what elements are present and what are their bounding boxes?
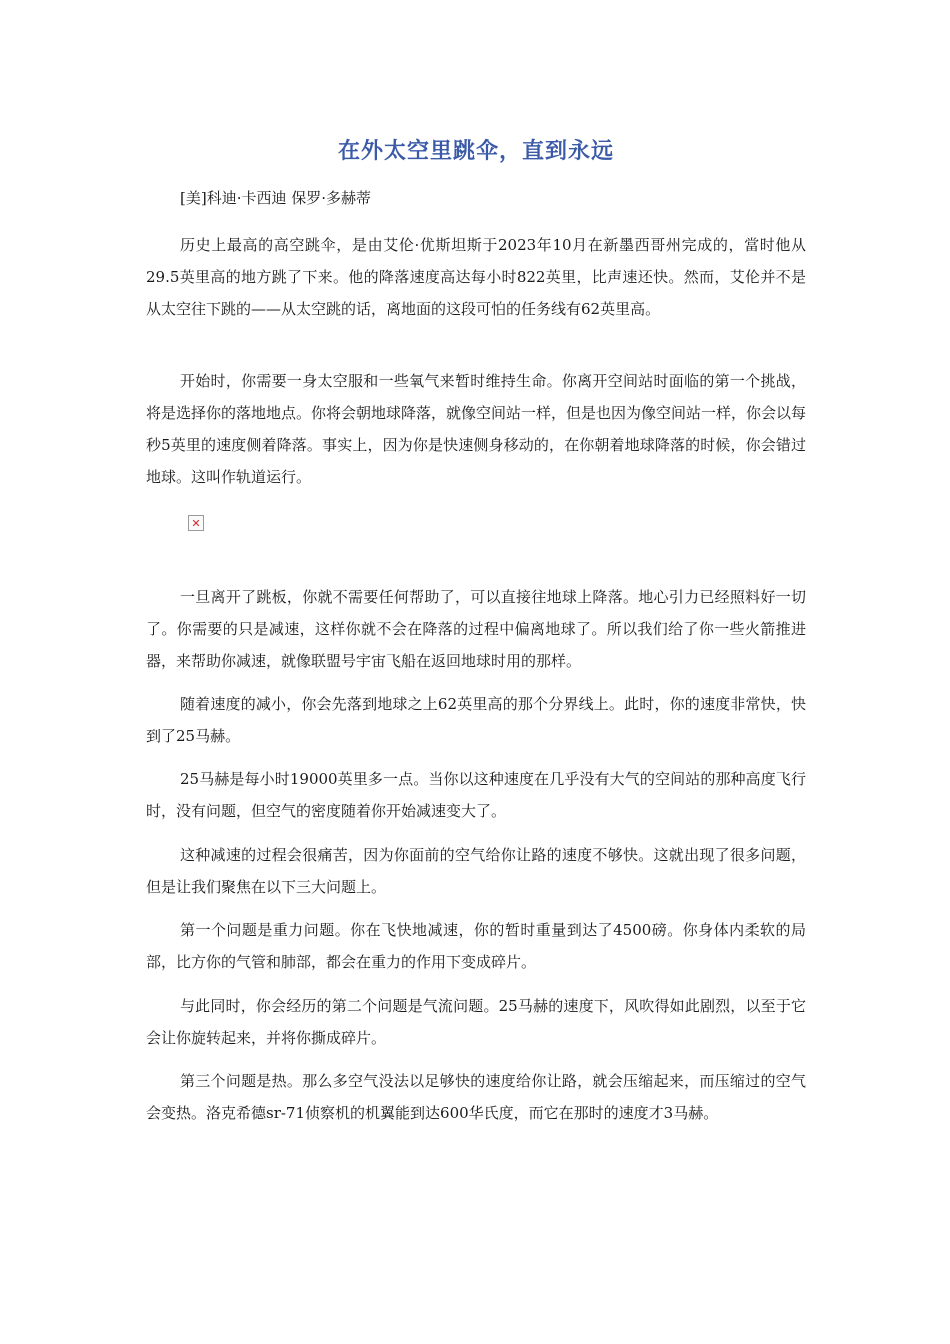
paragraph: 随着速度的减小，你会先落到地球之上62英里高的那个分界线上。此时，你的速度非常快，快到了25马赫。 <box>146 695 806 745</box>
paragraph: 第一个问题是重力问题。你在飞快地减速，你的暂时重量到达了4500磅。你身体内柔软的局部，比方你的气管和肺部，都会在重力的作用下变成碎片。 <box>146 921 806 971</box>
article-author: [美]科迪·卡西迪 保罗·多赫蒂 <box>180 189 372 207</box>
broken-image-icon <box>188 515 204 531</box>
paragraph: 第三个问题是热。那么多空气没法以足够快的速度给你让路，就会压缩起来，而压缩过的空气会变热。洛克希德sr-71侦察机的机翼能到达600华氏度，而它在那时的速度才3马赫。 <box>146 1072 806 1122</box>
paragraph: 开始时，你需要一身太空服和一些氧气来暂时维持生命。你离开空间站时面临的第一个挑战，将是选择你的落地地点。你将会朝地球降落，就像空间站一样，但是也因为像空间站一样，你会以每秒5英里的速度侧着降落。事实上，因为你是快速侧身移动的，在你朝着地球降落的时候，你会错过地球。这叫作轨道运行。 <box>146 372 807 486</box>
paragraph: 一旦离开了跳板，你就不需要任何帮助了，可以直接往地球上降落。地心引力已经照料好一切了。你需要的只是减速，这样你就不会在降落的过程中偏离地球了。所以我们给了你一些火箭推进器，来帮助你减速，就像联盟号宇宙飞船在返回地球时用的那样。 <box>146 588 806 670</box>
paragraph: 历史上最高的高空跳伞，是由艾伦·优斯坦斯于2023年10月在新墨西哥州完成的，當时他从29.5英里高的地方跳了下来。他的降落速度高达每小时822英里，比声速还快。然而，艾伦并不是从太空往下跳的——从太空跳的话，离地面的这段可怕的任务线有62英里高。 <box>146 236 806 318</box>
paragraph: 这种减速的过程会很痛苦，因为你面前的空气给你让路的速度不够快。这就出现了很多问题，但是让我们聚焦在以下三大问题上。 <box>146 846 806 896</box>
paragraph: 25马赫是每小时19000英里多一点。当你以这种速度在几乎没有大气的空间站的那种高度飞行时，没有问题，但空气的密度随着你开始减速变大了。 <box>146 770 806 820</box>
article-title: 在外太空里跳伞，直到永远 <box>337 139 614 164</box>
close-icon: ✕ <box>191 516 201 530</box>
paragraph: 与此同时，你会经历的第二个问题是气流问题。25马赫的速度下，风吹得如此剧烈，以至于它会让你旋转起来，并将你撕成碎片。 <box>146 997 806 1047</box>
